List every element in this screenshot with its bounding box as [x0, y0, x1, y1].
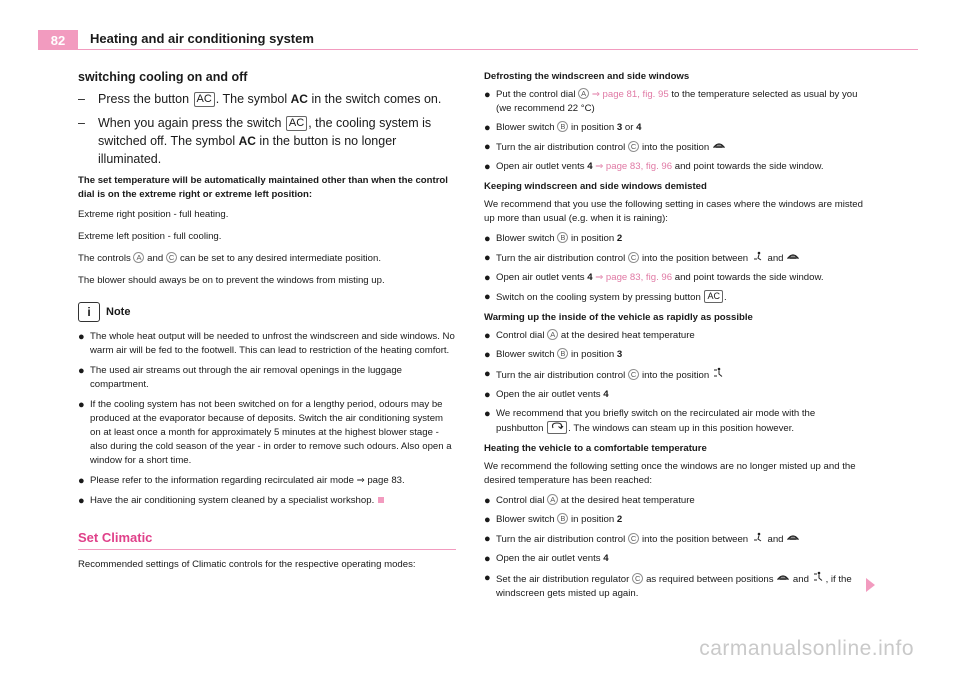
page-link[interactable]: ⇒ page 83, fig. 96 [595, 272, 673, 283]
warmup-item-1: ● Control dial A at the desired heat temperature [484, 330, 695, 342]
defrost-item-4: ● Open air outlet vents 4 ⇒ page 83, fig. 96 and point towards the side window. [484, 161, 824, 173]
bullet-icon: ● [484, 141, 491, 153]
warmup-item-3: ● Turn the air distribution control C into the position [484, 367, 864, 383]
comfort-item-2: ● Blower switch B in position 2 [484, 514, 623, 526]
comfort-intro: We recommend the following setting once the windows are no longer misted up and the desired temperature has been reached: [484, 461, 856, 486]
ac-key: AC [704, 290, 723, 303]
tag-c: C [628, 533, 639, 544]
defrost-item-3: ● Turn the air distribution control C into the position [484, 140, 864, 155]
warmup-item-4: ● Open the air outlet vents 4 [484, 389, 609, 401]
tag-b: B [557, 513, 568, 524]
warmup-item-5: ● We recommend that you briefly switch on the recirculated air mode with the pushbutton . The windows can steam up in this position however. [484, 408, 816, 434]
page-title: Heating and air conditioning system [90, 31, 314, 46]
page-link[interactable]: ⇒ page 81, fig. 95 [591, 89, 669, 100]
demist-heading: Keeping windscreen and side windows demisted [484, 181, 707, 192]
section-intro: Recommended settings of Climatic controls for the respective operating modes: [78, 559, 416, 570]
next-page-arrow-icon[interactable] [866, 578, 875, 592]
bullet-icon: ● [484, 408, 491, 420]
demist-item-1: ● Blower switch B in position 2 [484, 233, 623, 245]
warmup-heading: Warming up the inside of the vehicle as rapidly as possible [484, 312, 753, 323]
bullet-icon: ● [78, 399, 85, 411]
tag-b: B [557, 348, 568, 359]
note-item: ● If the cooling system has not been switched on for a lengthy period, odours may be produced at the evaporator because of deposits. Switch the air conditioning system on at least once a month for approximately 5 minutes at the highest blower stage - also during the cold season of the year - in order to remove such odours. Also open a window for a short time. [78, 399, 452, 466]
tag-a: A [547, 329, 558, 340]
note-title: Note [106, 306, 131, 318]
note-item: ● The whole heat output will be needed to unfrost the windscreen and side windows. No warm air will be fed to the footwell. This can lead to restriction of the heating comfort. [78, 331, 455, 356]
tag-c: C [166, 252, 177, 263]
ac-symbol-icon: AC [290, 92, 308, 106]
bullet-icon: ● [78, 365, 85, 377]
windscreen-defrost-icon [713, 140, 725, 150]
end-of-section-mark [378, 497, 384, 503]
step-1-text: Press the button AC . The symbol AC in the switch comes on. [98, 92, 442, 106]
tag-a: A [547, 494, 558, 505]
note-item: ● The used air streams out through the air removal openings in the luggage compartment. [78, 365, 402, 390]
ac-key: AC [286, 116, 307, 131]
note-item: ● Please refer to the information regarding recirculated air mode ⇒ page 83. [78, 475, 405, 487]
bullet-icon: ● [484, 553, 491, 565]
comfort-heading: Heating the vehicle to a comfortable temperature [484, 443, 707, 454]
bullet-icon: ● [484, 572, 491, 584]
dash-marker: – [78, 116, 85, 130]
windscreen-defrost-icon [787, 251, 799, 261]
tag-b: B [557, 121, 568, 132]
paragraph-right-position: Extreme right position - full heating. [78, 209, 229, 220]
tag-c: C [628, 369, 639, 380]
dash-marker: – [78, 92, 85, 106]
paragraph-left-position: Extreme left position - full cooling. [78, 231, 222, 242]
ac-symbol-icon: AC [238, 134, 256, 148]
head-foot-air-icon [713, 367, 725, 378]
bullet-icon: ● [484, 161, 491, 173]
demist-item-4: ● Switch on the cooling system by pressing button AC . [484, 291, 727, 303]
defrost-item-1: ● Put the control dial A ⇒ page 81, fig. 95 to the temperature selected as usual by you (we recommend 22 °C) [484, 89, 858, 114]
tag-c: C [628, 141, 639, 152]
bullet-icon: ● [484, 495, 491, 507]
bullet-icon: ● [484, 89, 491, 101]
note-item: ● Have the air conditioning system cleaned by a specialist workshop. [78, 494, 456, 508]
defrost-item-2: ● Blower switch B in position 3 or 4 [484, 122, 642, 134]
bullet-icon: ● [484, 272, 491, 284]
page-link[interactable]: ⇒ page 83, fig. 96 [595, 161, 673, 172]
tag-a: A [578, 88, 589, 99]
recirculation-button [547, 421, 567, 434]
ac-key: AC [194, 92, 215, 107]
bullet-icon: ● [484, 252, 491, 264]
step-2-text: When you again press the switch AC , the cooling system is switched off. The symbol AC in the button is no longer illuminated. [98, 116, 432, 166]
demist-intro: We recommend that you use the following setting in cases where the windows are misted up more than usual (e.g. when it is raining): [484, 199, 863, 224]
bullet-icon: ● [78, 475, 85, 487]
tag-a: A [133, 252, 144, 263]
page-header [38, 30, 918, 50]
defrost-heading: Defrosting the windscreen and side windows [484, 71, 690, 82]
windscreen-defrost-icon [787, 532, 799, 542]
bullet-icon: ● [484, 389, 491, 401]
section-title: Set Climatic [78, 530, 153, 545]
info-note-icon: i [78, 302, 100, 322]
windscreen-defrost-icon [777, 572, 789, 582]
header-rule [78, 49, 918, 50]
step-1 [78, 90, 456, 108]
comfort-item-1: ● Control dial A at the desired heat temperature [484, 495, 695, 507]
demist-item-3: ● Open air outlet vents 4 ⇒ page 83, fig. 96 and point towards the side window. [484, 272, 824, 284]
bullet-icon: ● [484, 349, 491, 361]
tag-b: B [557, 232, 568, 243]
bullet-icon: ● [484, 533, 491, 545]
section-rule [78, 549, 456, 550]
tag-c: C [632, 573, 643, 584]
note-header [78, 302, 456, 322]
bullet-icon: ● [484, 368, 491, 380]
paragraph-controls: The controls A and C can be set to any desired intermediate position. [78, 253, 381, 264]
footwell-air-icon [752, 532, 764, 542]
bullet-icon: ● [484, 122, 491, 134]
bullet-icon: ● [484, 330, 491, 342]
left-column [78, 70, 456, 580]
cooling-heading: switching cooling on and off [78, 70, 248, 84]
bullet-icon: ● [484, 233, 491, 245]
bullet-icon: ● [484, 291, 491, 303]
warmup-item-2: ● Blower switch B in position 3 [484, 349, 623, 361]
watermark: carmanualsonline.info [699, 637, 914, 660]
footwell-air-icon [752, 251, 764, 261]
demist-item-2: ● Turn the air distribution control C into the position between and [484, 251, 864, 266]
paragraph-blower: The blower should aways be on to prevent the windows from misting up. [78, 275, 385, 286]
comfort-item-5: ● Set the air distribution regulator C as required between positions and , if the windscreen gets misted up again. [484, 572, 852, 599]
comfort-item-4: ● Open the air outlet vents 4 [484, 553, 609, 565]
bold-paragraph: The set temperature will be automatically maintained other than when the control dial is on the extreme right or extreme left position: [78, 175, 448, 200]
bullet-icon: ● [78, 331, 85, 343]
page-number: 82 [38, 30, 78, 50]
right-column [484, 70, 864, 606]
bullet-icon: ● [484, 514, 491, 526]
head-foot-air-icon [813, 571, 825, 582]
comfort-item-3: ● Turn the air distribution control C into the position between and [484, 532, 864, 547]
bullet-icon: ● [78, 495, 85, 507]
recirculation-icon [550, 422, 564, 430]
step-2 [78, 114, 456, 168]
tag-c: C [628, 252, 639, 263]
